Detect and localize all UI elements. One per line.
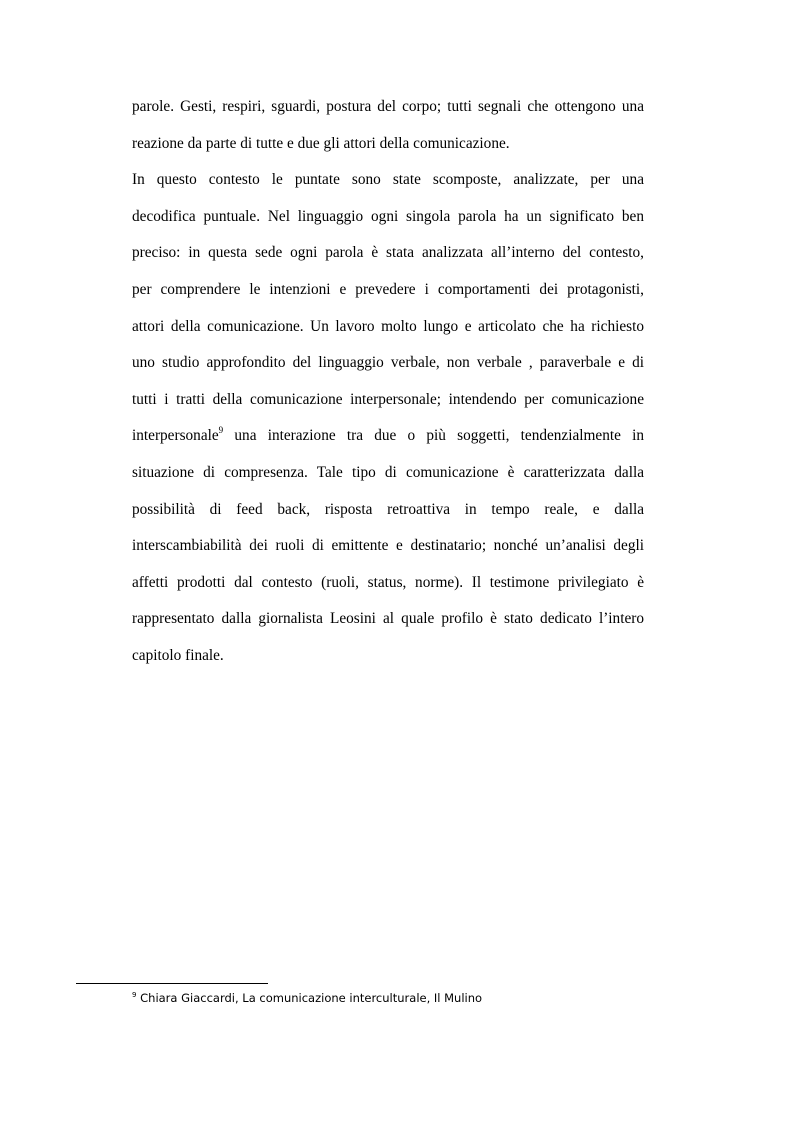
text-line: uno studio approfondito del linguaggio verbale, non verbale , paraverbale e di bbox=[132, 354, 644, 372]
text-fragment: una interazione tra due o più soggetti, tendenzialmente in bbox=[234, 427, 645, 445]
text-line: situazione di compresenza. Tale tipo di comunicazione è caratterizzata dalla bbox=[132, 463, 644, 481]
footnote bbox=[132, 990, 482, 1006]
text-line: affetti prodotti dal contesto (ruoli, status, norme). Il testimone privilegiato è bbox=[132, 573, 644, 591]
text-line: In questo contesto le puntate sono state scomposte, analizzate, per una bbox=[132, 171, 644, 189]
text-line: per comprendere le intenzioni e prevedere i comportamenti dei protagonisti, bbox=[132, 280, 644, 298]
text-line: parole. Gesti, respiri, sguardi, postura del corpo; tutti segnali che ottengono una bbox=[132, 98, 644, 115]
text-line: attori della comunicazione. Un lavoro molto lungo e articolato che ha richiesto bbox=[132, 317, 644, 335]
text-line: preciso: in questa sede ogni parola è stata analizzata all’interno del contesto, bbox=[132, 244, 644, 262]
text-line: reazione da parte di tutte e due gli attori della comunicazione. bbox=[132, 134, 510, 152]
text-line: capitolo finale. bbox=[132, 646, 224, 664]
text-line: rappresentato dalla giornalista Leosini al quale profilo è stato dedicato l’intero bbox=[132, 610, 644, 628]
text-line: possibilità di feed back, risposta retroattiva in tempo reale, e dalla bbox=[132, 500, 644, 518]
text-line: decodifica puntuale. Nel linguaggio ogni singola parola ha un significato ben bbox=[132, 207, 644, 225]
body-text bbox=[132, 89, 644, 675]
text-line-with-footnote-ref bbox=[132, 418, 644, 455]
text-fragment: interpersonale bbox=[132, 427, 219, 445]
footnote-text: Chiara Giaccardi, La comunicazione interculturale, Il Mulino bbox=[140, 991, 483, 1005]
text-line: interscambiabilità dei ruoli di emittente e destinatario; nonché un’analisi degli bbox=[132, 537, 644, 555]
footnote-number: 9 bbox=[132, 991, 137, 999]
footnote-reference[interactable]: 9 bbox=[218, 425, 224, 436]
text-line: tutti i tratti della comunicazione interpersonale; intendendo per comunicazione bbox=[132, 390, 644, 408]
footnote-separator bbox=[76, 983, 268, 984]
